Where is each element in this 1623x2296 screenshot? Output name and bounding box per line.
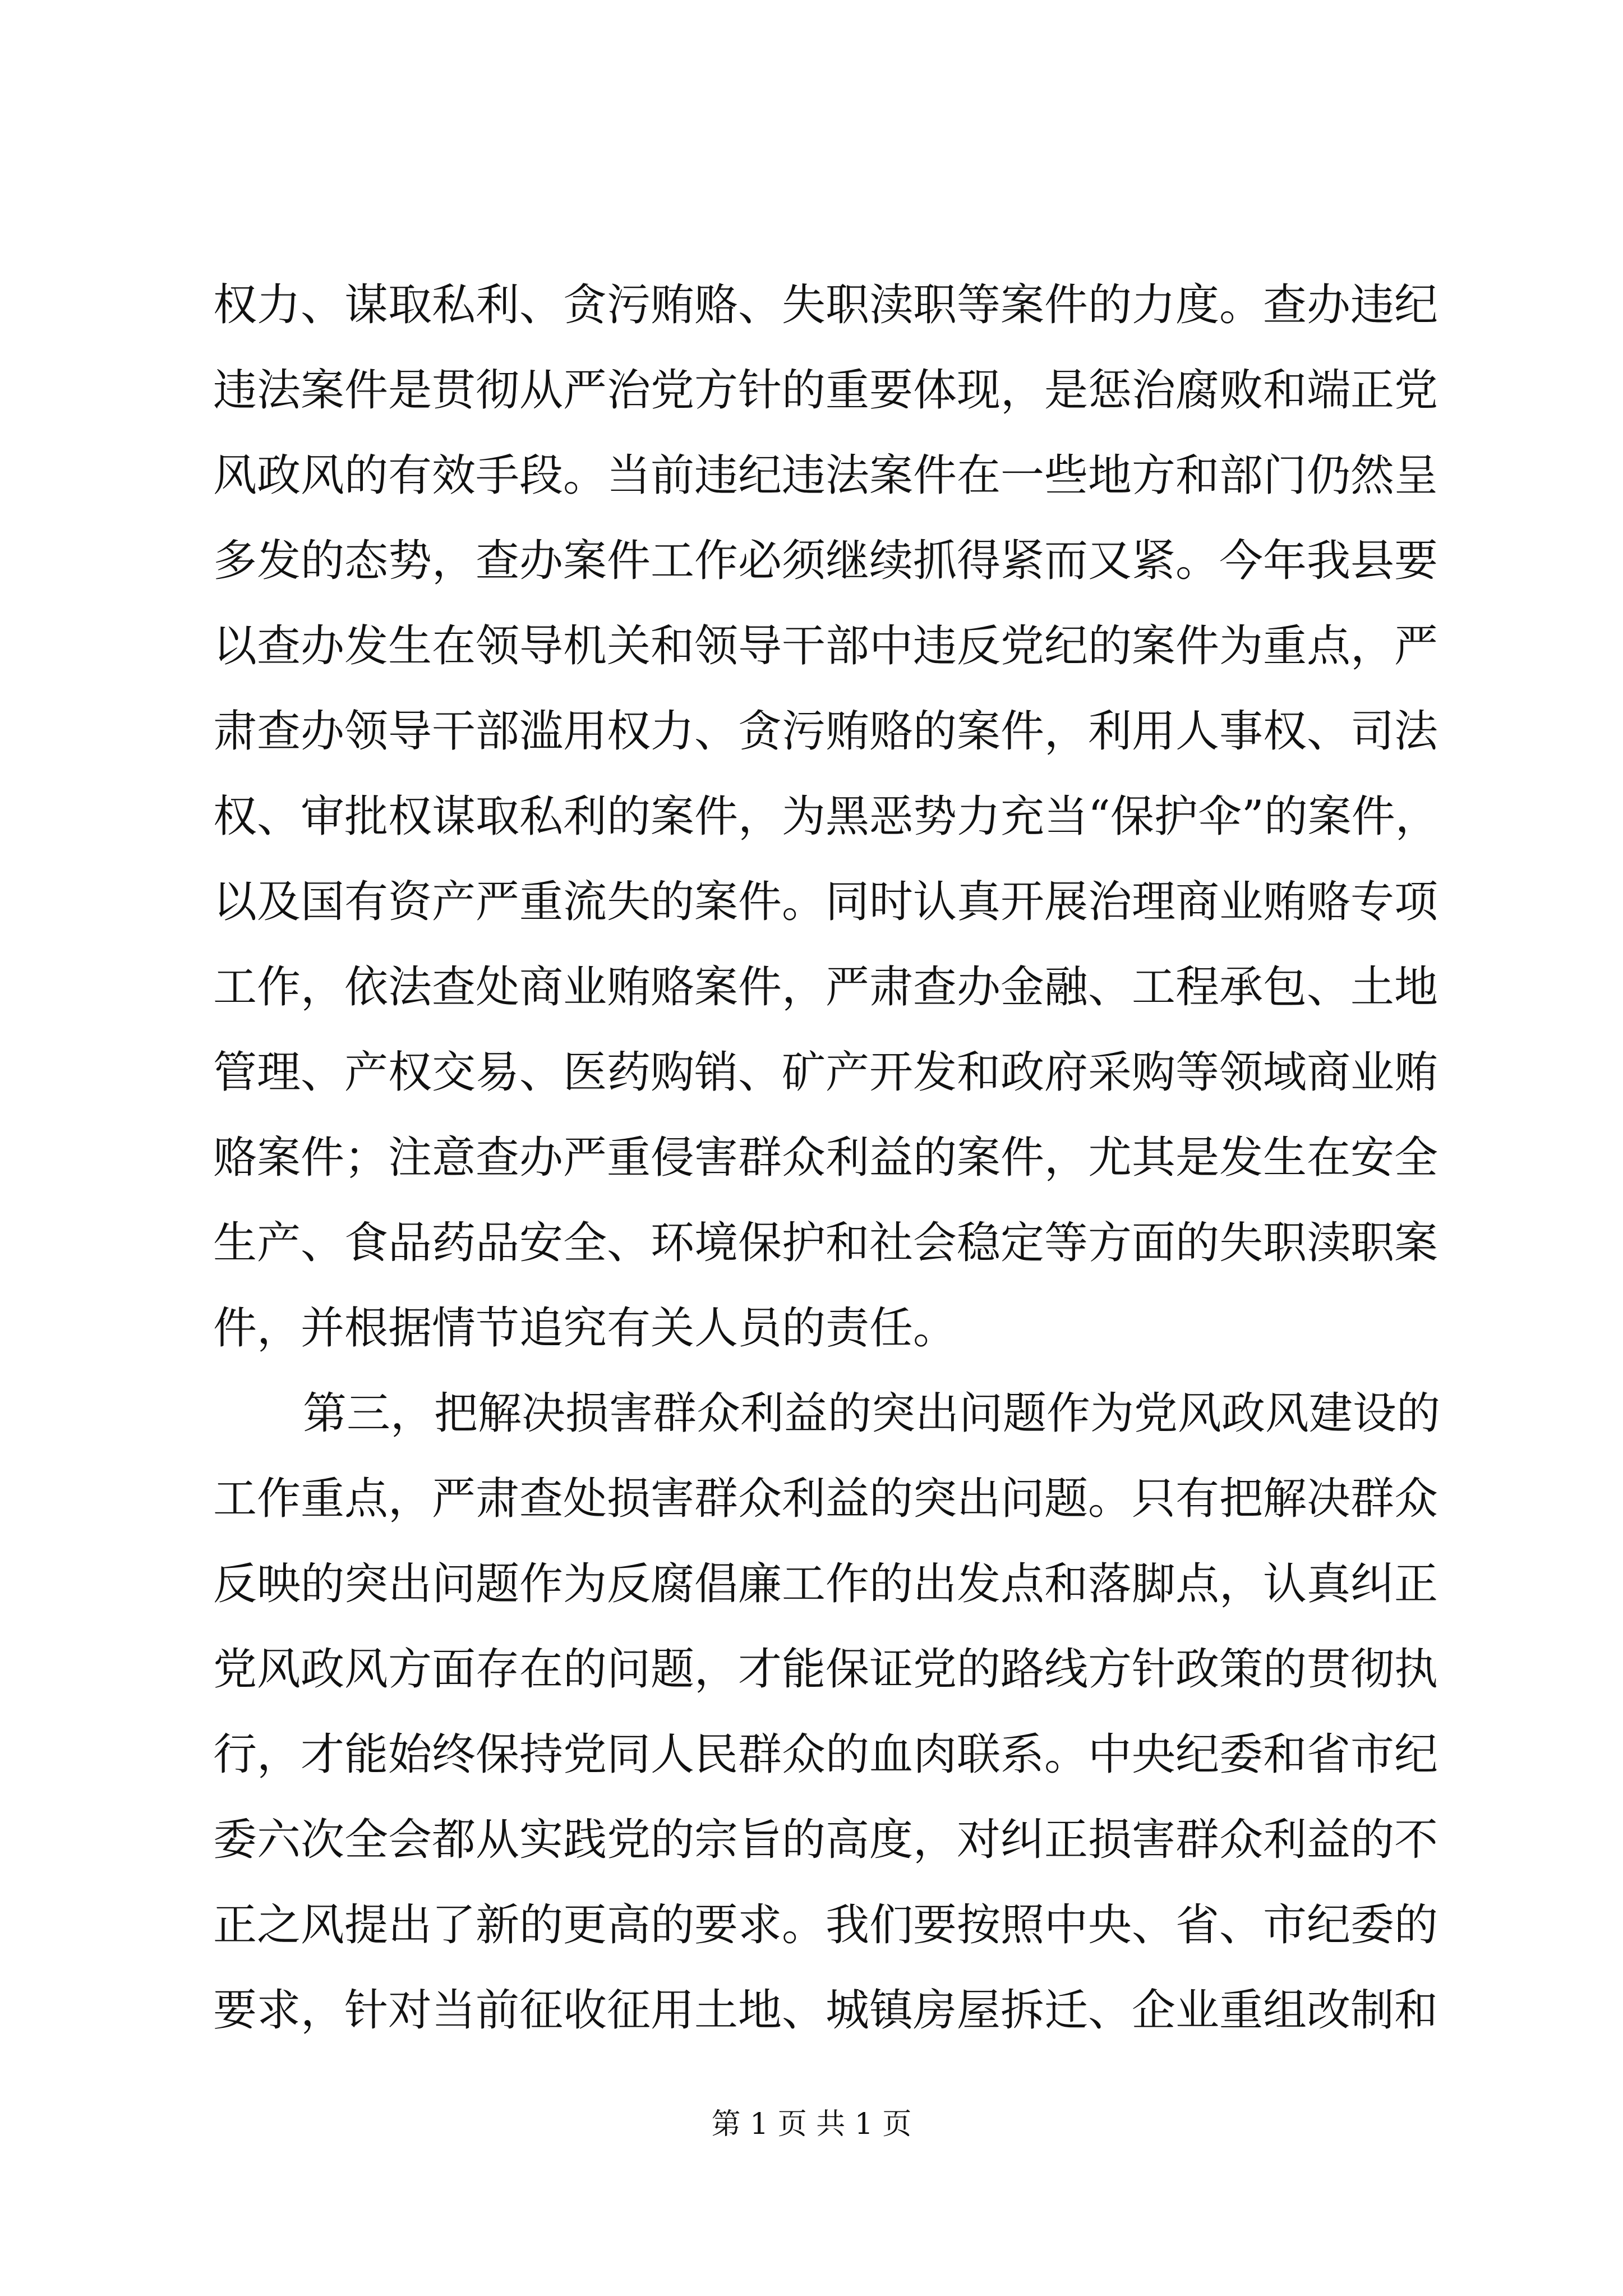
page-number-footer: 第 1 页 共 1 页	[711, 2108, 912, 2141]
text-line: 以查办发生在领导机关和领导干部中违反党纪的案件为重点，严	[213, 621, 1438, 671]
text-line: 党风政风方面存在的问题，才能保证党的路线方针政策的贯彻执	[213, 1644, 1438, 1695]
text-line: 生产、食品药品安全、环境保护和社会稳定等方面的失职渎职案	[213, 1218, 1438, 1268]
text-line: 肃查办领导干部滥用权力、贪污贿赂的案件，利用人事权、司法	[213, 706, 1438, 757]
text-line: 工作，依法查处商业贿赂案件，严肃查办金融、工程承包、土地	[213, 962, 1438, 1013]
text-line: 件，并根据情节追究有关人员的责任。	[213, 1303, 957, 1354]
text-line: 权、审批权谋取私利的案件，为黑恶势力充当“保护伞”的案件，	[213, 792, 1439, 842]
text-line: 赂案件；注意查办严重侵害群众利益的案件，尤其是发生在安全	[213, 1133, 1438, 1183]
text-line: 违法案件是贯彻从严治党方针的重要体现，是惩治腐败和端正党	[213, 365, 1438, 416]
text-line: 委六次全会都从实践党的宗旨的高度，对纠正损害群众利益的不	[213, 1815, 1438, 1865]
text-line: 正之风提出了新的更高的要求。我们要按照中央、省、市纪委的	[213, 1900, 1438, 1950]
text-line: 以及国有资产严重流失的案件。同时认真开展治理商业贿赂专项	[213, 877, 1438, 927]
text-line: 权力、谋取私利、贪污贿赂、失职渎职等案件的力度。查办违纪	[213, 280, 1438, 330]
text-line: 反映的突出问题作为反腐倡廉工作的出发点和落脚点，认真纠正	[213, 1559, 1438, 1609]
text-line: 管理、产权交易、医药购销、矿产开发和政府采购等领域商业贿	[213, 1047, 1438, 1098]
text-line: 多发的态势，查办案件工作必须继续抓得紧而又紧。今年我县要	[213, 536, 1438, 586]
document-body	[213, 263, 1441, 2053]
text-line: 风政风的有效手段。当前违纪违法案件在一些地方和部门仍然呈	[213, 450, 1438, 501]
text-line: 行，才能始终保持党同人民群众的血肉联系。中央纪委和省市纪	[213, 1729, 1438, 1780]
paragraph-start-line: 第三，把解决损害群众利益的突出问题作为党风政风建设的	[303, 1388, 1441, 1439]
text-line: 工作重点，严肃查处损害群众利益的突出问题。只有把解决群众	[213, 1474, 1438, 1524]
text-line: 要求，针对当前征收征用土地、城镇房屋拆迁、企业重组改制和	[213, 1985, 1438, 2036]
